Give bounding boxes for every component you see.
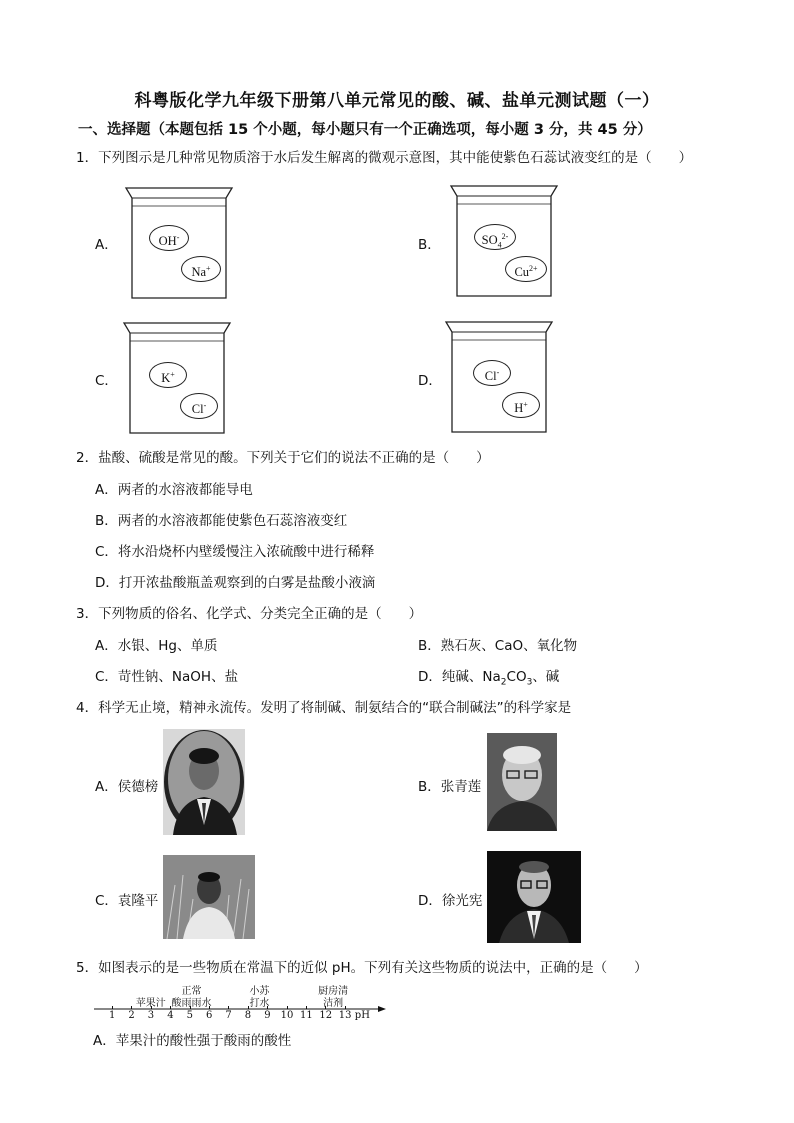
q3-option-d: D．纯碱、$Na_2CO_3$、碱 [418,669,560,688]
ph-substance-label: 小苏 [249,986,270,997]
question-3-stem: 3．下列物质的俗名、化学式、分类完全正确的是（ ） [76,606,423,622]
ph-tick-mark [228,1006,229,1009]
ph-tick-mark [287,1006,288,1009]
ph-tick-label: 2 [128,1010,135,1021]
ph-substance-label: 酸雨雨水 [171,998,212,1009]
ion-na: Na+ [181,256,221,282]
q3-option-c: C．苛性钠、NaOH、盐 [95,669,239,685]
ion-k: K+ [149,362,187,388]
ph-tick-label: 3 [147,1010,155,1021]
q4-option-b: B．张青莲 [418,775,481,795]
ph-tick-label: 10 [280,1010,294,1021]
question-1-stem: 1．下列图示是几种常见物质溶于水后发生解离的微观示意图，其中能使紫色石蕊试液变红的是（ ） [76,150,693,166]
ion-so4: $SO_4^{2-}$ [474,224,516,250]
question-5-stem: 5．如图表示的是一些物质在常温下的近似 pH。下列有关这些物质的说法中，正确的是（ ） [76,960,648,976]
ph-tick-label: 12 [319,1010,333,1021]
ph-scale [92,980,392,1020]
q2-option-d: D．打开浓盐酸瓶盖观察到的白雾是盐酸小液滴 [95,575,376,591]
q1-option-d-label: D． [418,373,442,389]
q4-option-a: A．侯德榜 [95,775,160,795]
ph-tick-label: 7 [225,1010,232,1021]
ph-tick-label: 11 [300,1010,313,1021]
q3-option-b: B．熟石灰、CaO、氧化物 [418,638,578,654]
q3-option-a: A．水银、Hg、单质 [95,638,218,654]
q2-option-a: A．两者的水溶液都能导电 [95,482,253,498]
q1-option-b-label: B． [418,237,441,253]
portrait-zhang-qinglian [487,733,557,831]
ion-cl: Cl- [180,393,218,419]
ph-substance-label: 苹果汁 [135,998,166,1009]
ph-tick-label: 8 [244,1010,252,1021]
ph-tick-mark [345,1006,346,1009]
q2-option-c: C．将水沿烧杯内壁缓慢注入浓硫酸中进行稀释 [95,544,375,560]
ph-tick-label: 9 [264,1010,271,1021]
ion-cu: $Cu^{2+}$ [505,256,547,282]
ph-substance-label: 厨房清 [318,986,349,997]
portrait-yuan-longping [163,855,255,939]
ph-unit-label: pH [354,1010,370,1021]
question-2-stem: 2．盐酸、硫酸是常见的酸。下列关于它们的说法不正确的是（ ） [76,450,490,466]
q4-option-c: C．袁隆平 [95,889,158,909]
ph-substance-label: 打水 [249,998,270,1009]
ph-tick-label: 13 [338,1010,352,1021]
ph-tick-mark [306,1006,307,1009]
page-title: 科粤版化学九年级下册第八单元常见的酸、碱、盐单元测试题（一） [134,91,660,111]
ph-tick-mark [112,1006,113,1009]
ph-tick-mark [131,1006,132,1009]
ph-substance-label: 正常 [181,986,202,997]
ion-h: H+ [502,392,540,418]
ph-substance-label: 洁剂 [323,998,344,1009]
q2-option-b: B．两者的水溶液都能使紫色石蕊溶液变红 [95,513,348,529]
q1-option-c-label: C． [95,373,118,389]
ph-tick-label: 5 [186,1010,193,1021]
q4-option-d: D．徐光宪 [418,889,482,909]
q5-option-a: A．苹果汁的酸性强于酸雨的酸性 [93,1033,292,1049]
ph-tick-label: 6 [206,1010,213,1021]
portrait-hou-debang [163,729,245,835]
question-4-stem: 4．科学无止境，精神永流传。发明了将制碱、制氨结合的“联合制碱法”的科学家是 [76,700,572,716]
portrait-xu-guangxian [487,851,581,943]
ion-oh: OH- [149,225,189,251]
ph-tick-label: 1 [109,1010,116,1021]
ion-cl: Cl- [473,360,511,386]
ph-tick-label: 4 [167,1010,174,1021]
q1-option-a-label: A． [95,237,118,253]
section-heading: 一、选择题（本题包括 15 个小题，每小题只有一个正确选项，每小题 3 分，共 45 分） [78,122,652,138]
